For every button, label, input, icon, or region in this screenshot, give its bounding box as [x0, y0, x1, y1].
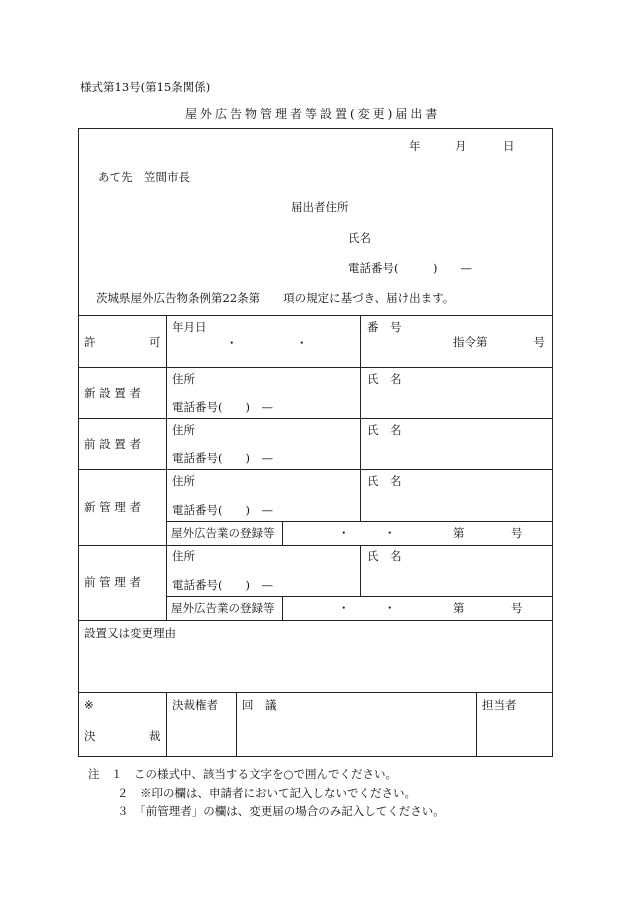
form-number: 様式第13号(第15条関係): [80, 80, 211, 94]
decision-staff-label: 担当者: [482, 698, 517, 712]
decision-label-1: 決: [84, 729, 96, 743]
prev-installer-address-label: 住所: [172, 423, 195, 437]
prev-manager-phone-label: 電話番号( ) —: [172, 578, 273, 592]
note-1: 注 １ この様式中、該当する文字を○で囲んでください。: [88, 767, 398, 781]
page-title: 屋外広告物管理者等設置(変更)届出書: [185, 107, 441, 121]
prev-manager-name-label: 氏 名: [367, 549, 402, 563]
prev-manager-address-label: 住所: [172, 549, 195, 563]
prev-installer-phone-label: 電話番号( ) —: [172, 451, 273, 465]
decision-mark: ※: [84, 698, 94, 712]
new-manager-reg-go: 号: [511, 526, 523, 540]
new-manager-registration-label: 屋外広告業の登録等: [171, 526, 275, 540]
new-manager-reg-no: 第: [453, 526, 465, 540]
decision-circulation-label: 回 議: [242, 698, 277, 712]
note-3: ３ 「前管理者」の欄は、変更届の場合のみ記入してください。: [117, 804, 445, 818]
prev-manager-reg-go: 号: [511, 601, 523, 615]
new-installer-address-label: 住所: [172, 372, 195, 386]
row-label-new-manager: 新 管 理 者: [84, 500, 141, 514]
prev-manager-reg-no: 第: [453, 601, 465, 615]
applicant-phone-label: 電話番号( ) —: [348, 261, 472, 275]
prev-manager-reg-dot-1: ・: [338, 601, 350, 615]
decision-label-2: 裁: [149, 729, 161, 743]
statement: 茨城県屋外広告物条例第22条第 項の規定に基づき、届け出ます。: [96, 291, 455, 305]
prev-manager-registration-label: 屋外広告業の登録等: [171, 601, 275, 615]
prev-installer-name-label: 氏 名: [367, 423, 402, 437]
permit-order: 指令第 号: [453, 335, 545, 349]
new-installer-phone-label: 電話番号( ) —: [172, 400, 273, 414]
decision-authority-label: 決裁権者: [172, 698, 218, 712]
new-manager-address-label: 住所: [172, 474, 195, 488]
permit-label-1: 許: [84, 335, 96, 349]
date-year: 年: [409, 139, 421, 153]
note-2: ２ ※印の欄は、申請者において記入しないでください。: [117, 786, 416, 800]
applicant-name-label: 氏名: [348, 231, 371, 245]
date-day: 日: [503, 139, 515, 153]
permit-date-label: 年月日: [172, 320, 207, 334]
row-label-prev-installer: 前 設 置 者: [84, 437, 141, 451]
permit-date-dot-1: ・: [226, 336, 238, 350]
date-month: 月: [455, 139, 467, 153]
row-label-new-installer: 新 設 置 者: [84, 386, 141, 400]
applicant-address-label: 届出者住所: [291, 200, 349, 214]
new-installer-name-label: 氏 名: [367, 372, 402, 386]
permit-number-label: 番 号: [367, 320, 402, 334]
new-manager-name-label: 氏 名: [367, 474, 402, 488]
prev-manager-reg-dot-2: ・: [384, 601, 396, 615]
addressee: あて先 笠間市長: [98, 170, 190, 184]
permit-date-dot-2: ・: [296, 336, 308, 350]
new-manager-reg-dot-2: ・: [384, 526, 396, 540]
new-manager-reg-dot-1: ・: [338, 526, 350, 540]
row-label-prev-manager: 前 管 理 者: [84, 575, 141, 589]
permit-label-2: 可: [149, 335, 161, 349]
reason-label: 設置又は変更理由: [84, 626, 176, 640]
new-manager-phone-label: 電話番号( ) —: [172, 503, 273, 517]
